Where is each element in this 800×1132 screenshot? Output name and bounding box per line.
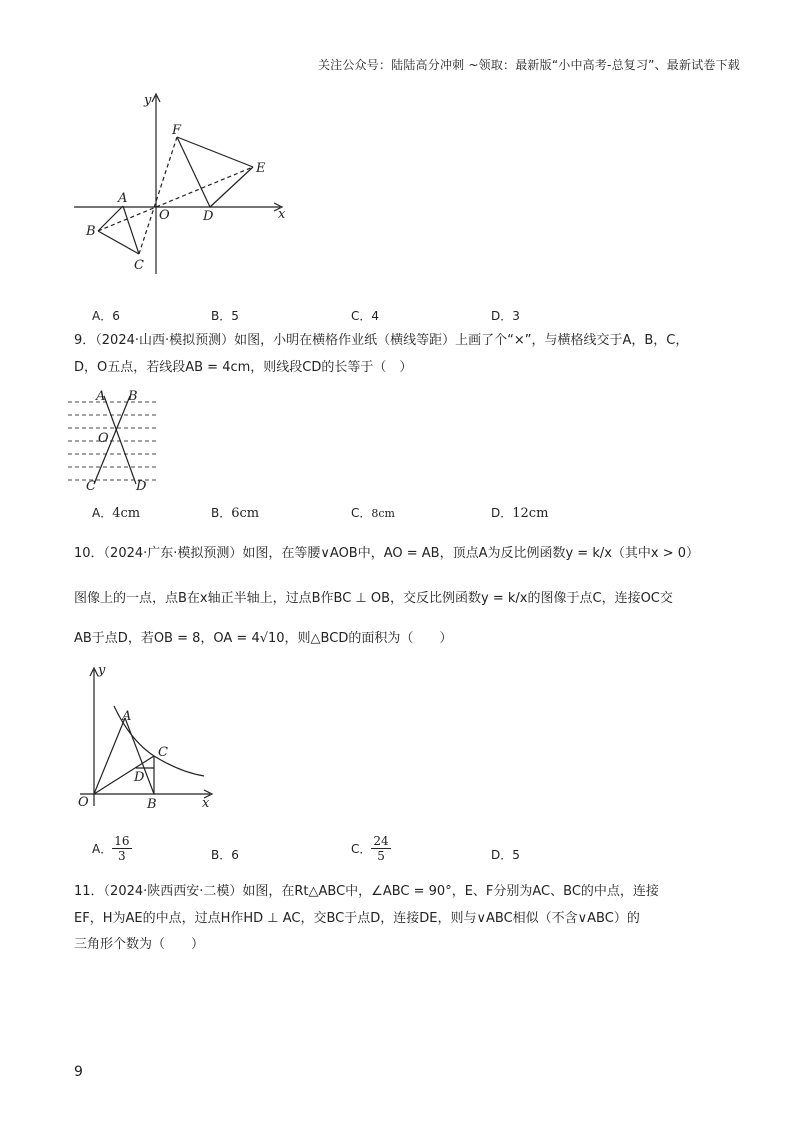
q9-line-1: 9．（2024·山西·模拟预测）如图，小明在横格作业纸（横线等距）上画了个“×”，与横格线交于A，B，C，	[74, 333, 689, 348]
label-x: x	[202, 796, 210, 810]
label-A: A	[122, 709, 132, 724]
label-x: x	[278, 207, 286, 222]
label-D: D	[203, 209, 214, 224]
label-A: A	[96, 389, 106, 404]
q8-option-b: B．5	[211, 309, 239, 323]
label-A: A	[118, 191, 128, 206]
label-O: O	[78, 795, 89, 810]
label-C: C	[158, 745, 168, 760]
label-D: D	[136, 479, 147, 492]
q9-option-a: A．4cm	[92, 506, 141, 521]
q8-figure	[70, 88, 300, 278]
q10-line-1: 10．（2024·广东·模拟预测）如图，在等腰∨AOB中，AO = AB，顶点A为反比例函数y = k/x（其中x > 0）	[74, 546, 700, 561]
q9-figure	[66, 386, 166, 492]
q11-line-3: 三角形个数为（ ）	[74, 937, 205, 952]
label-B: B	[86, 224, 96, 239]
page-number: 9	[74, 1064, 83, 1080]
label-E: E	[256, 161, 266, 176]
q10-line-2: 图像上的一点，点B在x轴正半轴上，过点B作BC ⊥ OB，交反比例函数y = k/x的图像于点C，连接OC交	[74, 591, 673, 606]
q11-line-1: 11．（2024·陕西西安·二模）如图，在Rt△ABC中，∠ABC = 90°，E、F分别为AC、BC的中点，连接	[74, 884, 659, 899]
q10-option-d: D．5	[491, 848, 520, 862]
q8-option-c: C．4	[351, 309, 380, 323]
label-C: C	[86, 479, 96, 492]
label-C: C	[134, 258, 144, 273]
q10-figure	[70, 660, 220, 810]
q11-line-2: EF，H为AE的中点，过点H作HD ⊥ AC，交BC于点D，连接DE，则与∨ABC相似（不含∨ABC）的	[74, 911, 640, 926]
label-O: O	[159, 208, 170, 223]
q8-option-d: D．3	[491, 309, 520, 323]
label-O: O	[98, 431, 109, 446]
label-F: F	[172, 123, 182, 138]
q8-option-a: A．6	[92, 309, 120, 323]
page-header: 关注公众号：陆陆高分冲刺 ~领取：最新版“小中高考-总复习”、最新试卷下载	[317, 58, 740, 72]
q9-line-2: D，O五点，若线段AB = 4cm，则线段CD的长等于（ ）	[74, 360, 413, 375]
q10-option-b: B．6	[211, 848, 239, 862]
label-B: B	[128, 389, 138, 404]
q9-option-d: D．12cm	[491, 506, 549, 521]
q10-option-a: A． $\frac{16}{3}$	[92, 834, 130, 863]
q10-option-c: C． $\frac{24}{5}$	[351, 834, 389, 863]
label-y: y	[98, 663, 106, 678]
q9-option-c: C．8cm	[351, 506, 395, 520]
q9-option-b: B．6cm	[211, 506, 260, 521]
label-B: B	[147, 797, 157, 810]
q10-line-3: AB于点D，若OB = 8，OA = 4√10，则△BCD的面积为（ ）	[74, 631, 453, 646]
label-D: D	[134, 770, 145, 785]
label-y: y	[144, 93, 152, 108]
